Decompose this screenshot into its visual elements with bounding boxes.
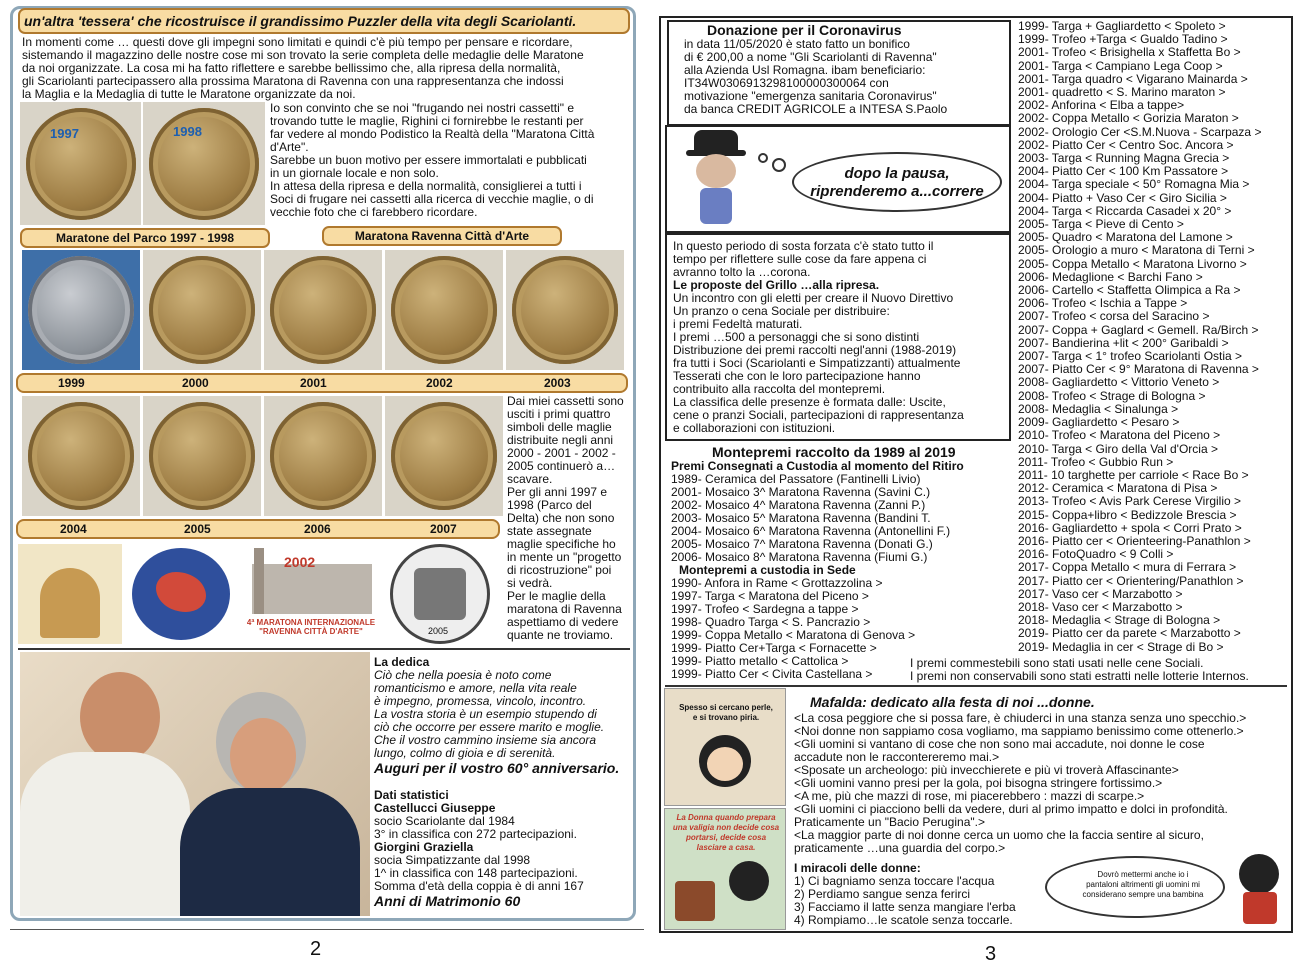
year-label: 2006 (304, 522, 331, 536)
medal-photo-2007 (385, 396, 503, 516)
year-label: 2000 (182, 376, 209, 390)
premi-list: 1999- Targa + Gagliardetto < Spoleto > 1999- Trofeo +Targa < Gualdo Tadino > 2001- Trofeo < Brisighella x Staffetta Bo > 2001- Targa < Campiano Lega Coop > 2001- Targa quadro < Vigarano Mainarda > 2001- quadretto < S. Marino maraton > 2002- Anforina < Elba a tappe> 2002- Coppa Metallo < Gorizia Maraton > 2002- Orologio Cer <S.M.Nuova - Scarpaza > 2002- Piatto Cer < Centro Soc. Ancora > 2003- Targa < Running Magna Grecia > 2004- Piatto Cer < 100 Km Passatore > 2004- Targa speciale < 50° Romagna Mia > 2004- Piatto + Vaso Cer < Giro Sicilia > 2004- Targa < Riccarda Casadei x 20° > 2005- Targa < Pieve di Cento > 2005- Quadro < Maratona del Lamone > 2005- Orologio a muro < Maratona di Terni > 2005- Coppa Metallo < Maratona Livorno > 2006- Medaglione < Barchi Fano > 2006- Cartello < Staffetta Olimpica a Ra > 2006- Trofeo < Ischia a Tappe > 2007- Trofeo < corsa del Saracino > 2007- Coppa + Gaglard < Gemell. Ra/Birch > 2007- Bandierina +lit < 200° Garibaldi > 2007- Targa < 1° trofeo Scariolanti Ostia > 2007- Piatto Cer < 9° Maratona di Ravenna > 2008- Gagliardetto < Vittorio Veneto > 2008- Trofeo < Strage di Bologna > 2008- Medaglia < Sinalunga > 2009- Gagliardetto < Pesaro > 2010- Trofeo < Maratona del Piceno > 2010- Targa < Giro della Val d'Orcia > 2011- Trofeo < Gubbio Run > 2011- 10 targhette per carriole < Race Bo > 2012- Ceramica < Maratona di Pisa > 2013- Trofeo < Avis Park Cerese Virgilio > 2015- Coppa+libro < Bedizzole Brescia > 2016- Gagliardetto + spola < Corri Prato > 2016- Piatto cer < Orienteering-Panathlon > 2016- FotoQuadro < 9 Colli > 2017- Coppa Metallo < mura di Ferrara > 2017- Piatto cer < Orientering/Panathlon > 2017- Vaso cer < Marzabotto > 2018- Vaso cer < Marzabotto > 2018- Medaglia < Strage di Bologna > 2019- Piatto cer da parete < Marzabotto > 2019- Medaglia in cer < Strage di Bo > (1018, 19, 1262, 654)
medal-photo-1997: 1997 (20, 102, 141, 225)
logo-2001-image (126, 544, 236, 644)
thought-dot (772, 158, 786, 172)
year-label: 2005 (184, 522, 211, 536)
intro-paragraph: In momenti come … questi dove gli impegni sono limitati e quindi c'è più tempo per pensare e ricordare, sistemando il magazzino delle nostre cose mi son trovato la serie completa delle medaglie delle Maratone da noi organizzate. La cosa mi ha fatto riflettere e sarebbe bellissimo che, alla ripresa della normalità, gli Scariolanti partecipassero alla prossima Maratona di Ravenna con una rappresentanza che indossi la Maglia e la Medaglia di tutte le Maratone organizzate da noi. (22, 35, 584, 101)
medal-photo-2006 (264, 396, 382, 516)
miracoli-list: I miracoli delle donne: 1) Ci bagniamo senza toccare l'acqua 2) Perdiamo sangue senza ferirci 3) Facciamo il latte senza mangiare l'erba 4) Rompiamo…le scatole senza toccarle. (794, 861, 1016, 927)
drawer-paragraph: Io son convinto che se noi "frugando nei nostri cassetti" e trovando tutte le maglie, Righini ci fornirebbe le restanti per far vedere al mondo Podistico la Realtà della "Maratona Città d'Arte". Sarebbe un buon motivo per essere immortalati e pubblicati in un giornale locale e non solo. In attesa della ripresa e della normalità, consiglierei a tutti i Soci di frugare nei cassetti alla ricerca di vecchie maglie, o di vecchie foto che ci farebbero ricordare. (270, 101, 595, 219)
year-label: 1999 (58, 376, 85, 390)
mafalda-comic-2: La Donna quando prepara una valigia non decide cosa portarsi, decide cosa lasciare a casa. (664, 808, 786, 930)
consegnati-list: Premi Consegnati a Custodia al momento del Ritiro 1989- Ceramica del Passatore (Fantinelli Livio) 2001- Mosaico 3^ Maratona Ravenna (Savini C.) 2002- Mosaico 4^ Maratona Ravenna (Zanni P.) 2003- Mosaico 5^ Maratona Ravenna (Bandini T. 2004- Mosaico 6^ Maratona Ravenna (Antonellini F.) 2005- Mosaico 7^ Maratona Ravenna (Donati G.) 2006- Mosaico 8^ Maratona Ravenna (Fiumi G.) Montepremi a custodia in Sede 1990- Anfora in Rame < Grottazzolina > 1997- Targa < Maratona del Piceno > 1997- Trofeo < Sardegna a tappe > 1998- Quadro Targa < S. Pancrazio > 1999- Coppa Metallo < Maratona di Genova > 1999- Piatto Cer+Targa < Fornacette > 1999- Piatto metallo < Cattolica > 1999- Piatto Cer < Civita Castellana > (671, 459, 964, 681)
mafalda-title: Mafalda: dedicato alla festa di noi ...donne. (810, 694, 1095, 710)
jiminy-cricket-image (676, 130, 754, 230)
mafalda-comic-3: Dovrò mettermi anche io i pantaloni altrimenti gli uomini mi considerano sempre una bambina (1043, 850, 1288, 928)
section-divider (18, 648, 630, 650)
page-title: un'altra 'tessera' che ricostruisce il grandissimo Puzzler della vita degli Scariolanti. (18, 8, 630, 34)
bubble-text: dopo la pausa, riprenderemo a...correre (810, 165, 984, 200)
logo-2005-image: 2005 (386, 544, 496, 644)
medal-photo-2004 (22, 396, 140, 516)
years-bar-row2 (16, 519, 500, 539)
page-number-right: 3 (985, 943, 997, 965)
dedica-block: La dedica Ciò che nella poesia è noto come romanticismo e amore, nella vita reale è impegno, promessa, vincolo, incontro. La vostra storia è un esempio stupendo di ciò che occorre per essere marito e moglie. Che il vostro cammino insieme sia ancora lungo, colmo di gioia e di serenità. Auguri per il vostro 60° anniversario. (374, 656, 630, 777)
year-label: 2004 (60, 522, 87, 536)
medal-photo-1999 (22, 250, 140, 370)
medal-photo-2005 (143, 396, 261, 516)
label-ravenna: Maratona Ravenna Città d'Arte (322, 226, 562, 246)
couple-photo (20, 652, 370, 916)
medal-photo-2000 (143, 250, 261, 370)
medal-photo-2003 (506, 250, 624, 370)
section-divider (665, 685, 1287, 687)
year-label: 2007 (430, 522, 457, 536)
premi-note: I premi commestebili sono stati usati nelle cene Sociali. I premi non conservabili sono stati estratti nelle lotterie Internos. (910, 656, 1249, 683)
auguri-text: Auguri per il vostro 60° anniversario. (374, 760, 620, 776)
footer-rule (10, 929, 644, 930)
label-parco: Maratone del Parco 1997 - 1998 (20, 228, 270, 248)
year-label: 2001 (300, 376, 327, 390)
year-label: 2003 (544, 376, 571, 390)
dati-block: Dati statistici Castellucci Giuseppe socio Scariolante dal 1984 3° in classifica con 272 partecipazioni. Giorgini Graziella socia Simpatizzante dal 1998 1^ in classifica con 148 partecipazioni. Somma d'età della coppia è di anni 167 Anni di Matrimonio 60 (374, 789, 630, 910)
mafalda-quotes: <La cosa peggiore che si possa fare, è chiuderci in una stanza senza uno specchio.> <Noi donne non sappiamo cosa vogliamo, ma sappiamo benissimo come ottenerlo.> <Gli uomini si vantano di cose che non sono mai accadute, noi donne le cose accadute non le raccontereremo mai.> <Sposate un archeologo: più invecchierete e più vi troverà Affascinante> <Gli uomini vanno presi per la gola, poi bisogna stringere fortissimo.> <A me, più che mazzi di rose, mi piacerebbero : mazzi di scarpe.> <Gli uomini ci piacciono belli da vedere, duri al primo impatto e dolci in profondità. Praticamente un "Bacio Perugina".> <La maggior parte di noi donne cerca un uomo che la faccia sentire al sicuro, praticamente …una guardia del corpo.> (794, 711, 1247, 855)
mafalda-comic-1: Spesso si cercano perle, e si trovano piria. (664, 688, 786, 806)
donazione-text: in data 11/05/2020 è stato fatto un bonifico di € 200,00 a nome "Gli Scariolanti di Ravenna" alla Azienda Usl Romagna. ibam beneficiario: IT34W0306913298100000300064 con motivazione "emergenza sanitaria Coronavirus" da banca CREDIT AGRICOLE a INTESA S.Paolo (684, 37, 948, 116)
donazione-title: Donazione per il Coronavirus (707, 22, 902, 38)
medal-photo-1998: 1998 (143, 102, 265, 225)
proposte-text: In questo periodo di sosta forzata c'è stato tutto il tempo per riflettere sulle cose da fare appena ci avranno tolto la …corona. Le proposte del Grillo …alla ripresa. Un incontro con gli eletti per creare il Nuovo Direttivo Un pranzo o cena Sociale per distribuire: i premi Fedeltà maturati. I premi …500 a personaggi che si sono distinti Distribuzione dei premi raccolti negl'anni (1988-2019) fra tutti i Soci (Scariolanti e Simpatizzanti) attualmente Tesserati che con le loro partecipazione hanno contribuito alla raccolta del montepremi. La classifica delle presenze è formata dalle: Uscite, cene o pranzi Sociali, partecipazioni di rappresentanza e collaborazioni con istituzioni. (673, 239, 964, 435)
drawer-paragraph-2: Dai miei cassetti sono usciti i primi quattro simboli delle maglie distribuite negli anni 2000 - 2001 - 2002 - 2005 continuerò a… scavare. Per gli anni 1997 e 1998 (Parco del Delta) che non sono state assegnate maglie specifiche ho in mente un "progetto di ricostruzione" poi si vedrà. Per le maglie della maratona di Ravenna aspettiamo di vedere quante ne troviamo. (507, 394, 624, 642)
dedica-title: La dedica (374, 655, 430, 669)
logo-2000-image (18, 544, 122, 644)
medal-photo-2002 (385, 250, 503, 370)
logo-2002-image: 2002 4ª MARATONA INTERNAZIONALE "RAVENNA CITTÀ D'ARTE" (240, 544, 380, 644)
montepremi-title: Montepremi raccolto da 1989 al 2019 (712, 444, 956, 460)
year-label: 2002 (426, 376, 453, 390)
anni-text: Anni di Matrimonio 60 (374, 893, 521, 909)
page-number-left: 2 (310, 938, 322, 960)
medal-photo-2001 (264, 250, 382, 370)
thought-dot (758, 153, 768, 163)
